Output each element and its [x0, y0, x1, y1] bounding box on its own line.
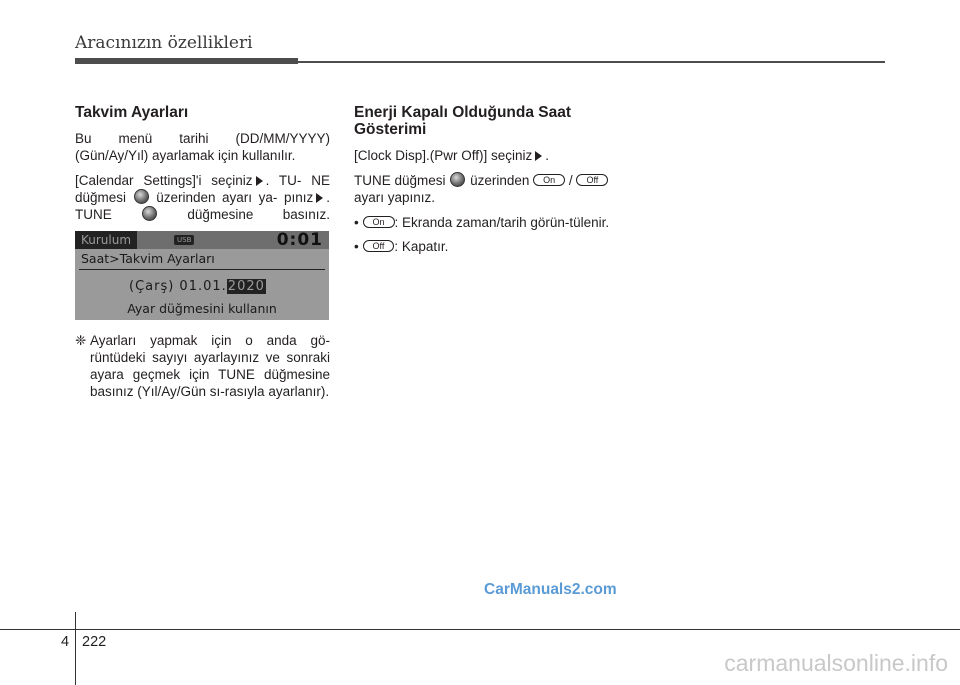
clock-heading: Enerji Kapalı Olduğunda Saat Gösterimi	[354, 104, 572, 138]
clock-select-instruction: [Clock Disp].(Pwr Off)] seçiniz .	[354, 148, 550, 163]
header-rule-thin	[298, 61, 885, 63]
calendar-screen-illustration	[75, 231, 329, 320]
tune-knob-icon	[134, 189, 149, 204]
tune-knob-icon	[142, 206, 157, 221]
select-arrow-icon	[256, 176, 263, 186]
select-arrow-icon	[316, 193, 323, 203]
select-arrow-icon	[535, 151, 542, 161]
on-option-icon: On	[363, 216, 395, 228]
footer-site-watermark: carmanualsonline.info	[724, 650, 948, 676]
bullet-on: • On : Ekranda zaman/tarih görün-tülenir.	[354, 215, 610, 230]
bullet-off: • Off : Kapatır.	[354, 239, 449, 254]
tune-knob-icon	[450, 172, 465, 187]
off-option-icon: Off	[576, 174, 608, 186]
off-option-icon: Off	[363, 240, 395, 252]
footer-divider	[75, 612, 76, 685]
on-option-icon: On	[533, 174, 565, 186]
screen-date-value: (Çarş) 01.01.2020	[129, 279, 265, 294]
calendar-settings-section	[75, 104, 330, 400]
calendar-heading: Takvim Ayarları	[75, 104, 189, 121]
calendar-instructions: [Calendar Settings]'i seçiniz . TU- NE düğmesi üzerinden ayarı ya- pınız . TUNE düğmesine basınız.	[75, 173, 330, 222]
footer-rule	[0, 629, 960, 630]
calendar-intro: Bu menü tarihi (DD/MM/YYYY) (Gün/Ay/Yıl) ayarlamak için kullanılır.	[75, 131, 330, 163]
calendar-note	[75, 332, 330, 400]
chapter-number: 4	[61, 634, 70, 650]
clock-tune-instruction: TUNE düğmesi üzerinden On / Off ayarı yapınız.	[354, 172, 617, 206]
screen-clock: 0:01	[276, 231, 323, 250]
clock-display-section	[354, 104, 617, 262]
page-number: 222	[82, 634, 107, 650]
screen-divider	[79, 269, 325, 270]
screen-hint: Ayar düğmesini kullanın	[127, 301, 277, 316]
note-text: Ayarları yapmak için o anda gö-rüntüdeki sayıyı ayarlayınız ve sonraki ayara geçmek için TUNE düğmesine basınız (Yıl/Ay/Gün sı-rasıyla ayarlanır).	[90, 333, 330, 399]
header-rule-thick	[75, 58, 298, 64]
screen-top-bar	[75, 231, 329, 249]
screen-breadcrumb: Saat>Takvim Ayarları	[81, 251, 215, 266]
usb-icon: USB	[174, 235, 194, 245]
watermark-link[interactable]: CarManuals2.com	[484, 581, 617, 598]
header-title: Aracınızın özellikleri	[75, 33, 253, 53]
screen-year-highlight: 2020	[227, 279, 265, 294]
note-mark-icon: ❈	[75, 333, 87, 348]
screen-tab-label: Kurulum	[75, 231, 137, 249]
